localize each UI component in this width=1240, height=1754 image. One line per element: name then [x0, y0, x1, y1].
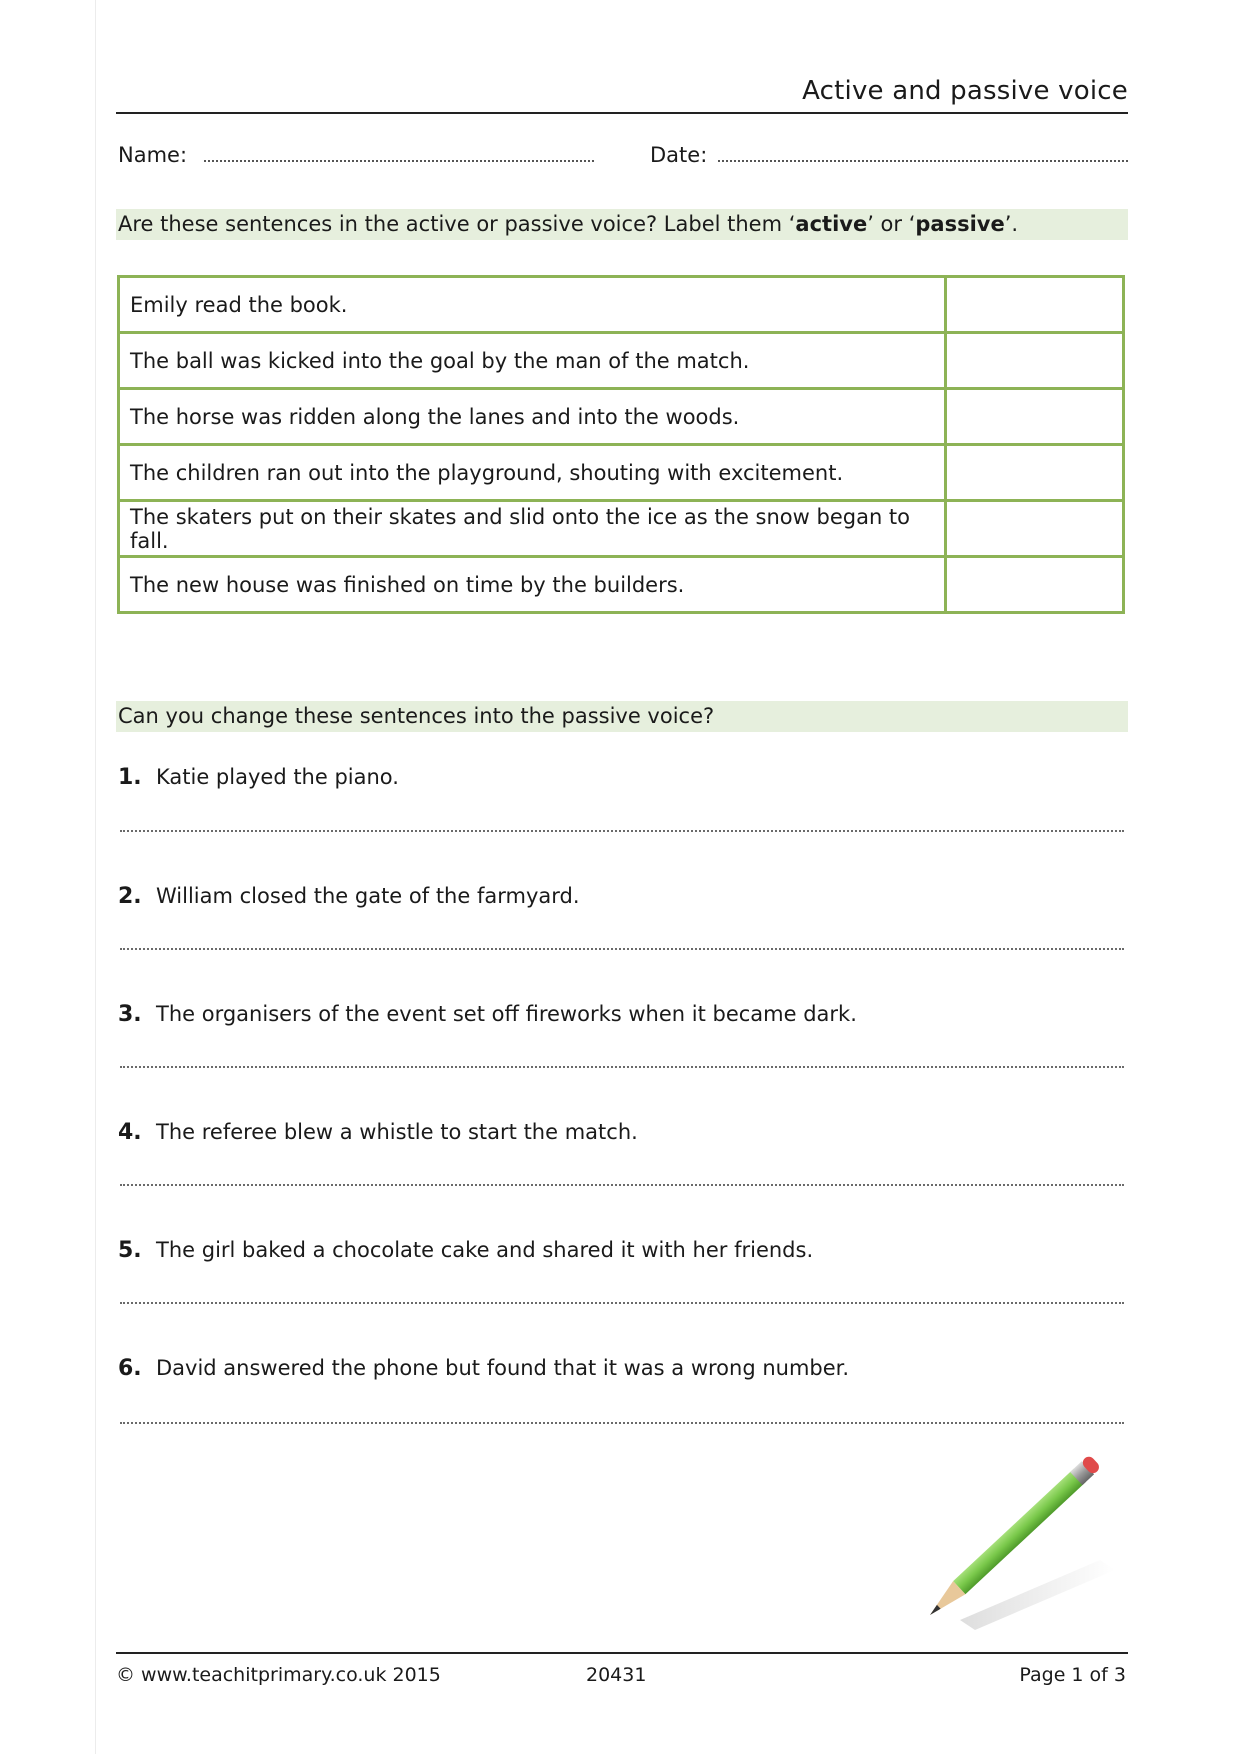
- question-item: [118, 884, 580, 909]
- instruction-1: [116, 209, 1128, 240]
- answer-cell[interactable]: [946, 445, 1124, 501]
- instruction-text-end: ’.: [1004, 212, 1019, 236]
- copyright-text: © www.teachitprimary.co.uk 2015: [116, 1664, 441, 1686]
- answer-line[interactable]: [120, 1302, 1124, 1304]
- page-title: Active and passive voice: [802, 76, 1128, 106]
- date-label: Date:: [650, 143, 708, 167]
- table-row: [119, 557, 1124, 613]
- answer-cell[interactable]: [946, 277, 1124, 333]
- question-item: [118, 1002, 857, 1027]
- question-number: 1.: [118, 765, 142, 790]
- answer-line[interactable]: [120, 1422, 1124, 1424]
- question-number: 2.: [118, 884, 142, 909]
- name-label: Name:: [118, 143, 188, 167]
- answer-line[interactable]: [120, 1066, 1124, 1068]
- page-number: Page 1 of 3: [1019, 1664, 1126, 1686]
- answer-cell[interactable]: [946, 389, 1124, 445]
- answer-line[interactable]: [120, 1184, 1124, 1186]
- question-number: 5.: [118, 1238, 142, 1263]
- sentence-cell: Emily read the book.: [119, 277, 946, 333]
- page-edge: [95, 0, 96, 1754]
- question-text: David answered the phone but found that it was a wrong number.: [156, 1356, 850, 1380]
- question-item: [118, 1120, 638, 1145]
- instruction-text: Are these sentences in the active or passive voice? Label them ‘: [118, 212, 796, 236]
- table-row: [119, 333, 1124, 389]
- date-field[interactable]: [650, 140, 1128, 167]
- question-text: The referee blew a whistle to start the match.: [156, 1120, 638, 1144]
- answer-cell[interactable]: [946, 501, 1124, 557]
- question-item: [118, 1356, 849, 1381]
- pencil-icon: [900, 1440, 1140, 1640]
- keyword-passive: passive: [915, 212, 1005, 236]
- sentence-cell: The skaters put on their skates and slid onto the ice as the snow began to fall.: [119, 501, 946, 557]
- answer-cell[interactable]: [946, 557, 1124, 613]
- table-row: [119, 445, 1124, 501]
- name-field[interactable]: [118, 140, 594, 167]
- question-number: 4.: [118, 1120, 142, 1145]
- answer-line[interactable]: [120, 948, 1124, 950]
- sentence-cell: The horse was ridden along the lanes and into the woods.: [119, 389, 946, 445]
- sentence-cell: The new house was finished on time by the builders.: [119, 557, 946, 613]
- date-blank-line[interactable]: [718, 140, 1128, 162]
- question-item: [118, 765, 399, 790]
- sentence-cell: The ball was kicked into the goal by the man of the match.: [119, 333, 946, 389]
- document-code: 20431: [586, 1664, 647, 1686]
- answer-line[interactable]: [120, 830, 1124, 832]
- table-row: [119, 277, 1124, 333]
- page-footer: [116, 1652, 1128, 1694]
- question-number: 3.: [118, 1002, 142, 1027]
- table-row: [119, 389, 1124, 445]
- question-item: [118, 1238, 813, 1263]
- question-text: The organisers of the event set off fireworks when it became dark.: [156, 1002, 857, 1026]
- sentence-cell: The children ran out into the playground, shouting with excitement.: [119, 445, 946, 501]
- question-number: 6.: [118, 1356, 142, 1381]
- question-text: Katie played the piano.: [156, 765, 399, 789]
- page-header: [116, 70, 1128, 114]
- instruction-text: Can you change these sentences into the passive voice?: [118, 704, 715, 728]
- question-text: The girl baked a chocolate cake and shared it with her friends.: [156, 1238, 814, 1262]
- table-row: [119, 501, 1124, 557]
- instruction-2: [116, 701, 1128, 732]
- name-blank-line[interactable]: [204, 140, 594, 162]
- voice-label-table: [117, 275, 1125, 614]
- instruction-text-middle: ’ or ‘: [867, 212, 916, 236]
- keyword-active: active: [795, 212, 868, 236]
- answer-cell[interactable]: [946, 333, 1124, 389]
- question-text: William closed the gate of the farmyard.: [156, 884, 580, 908]
